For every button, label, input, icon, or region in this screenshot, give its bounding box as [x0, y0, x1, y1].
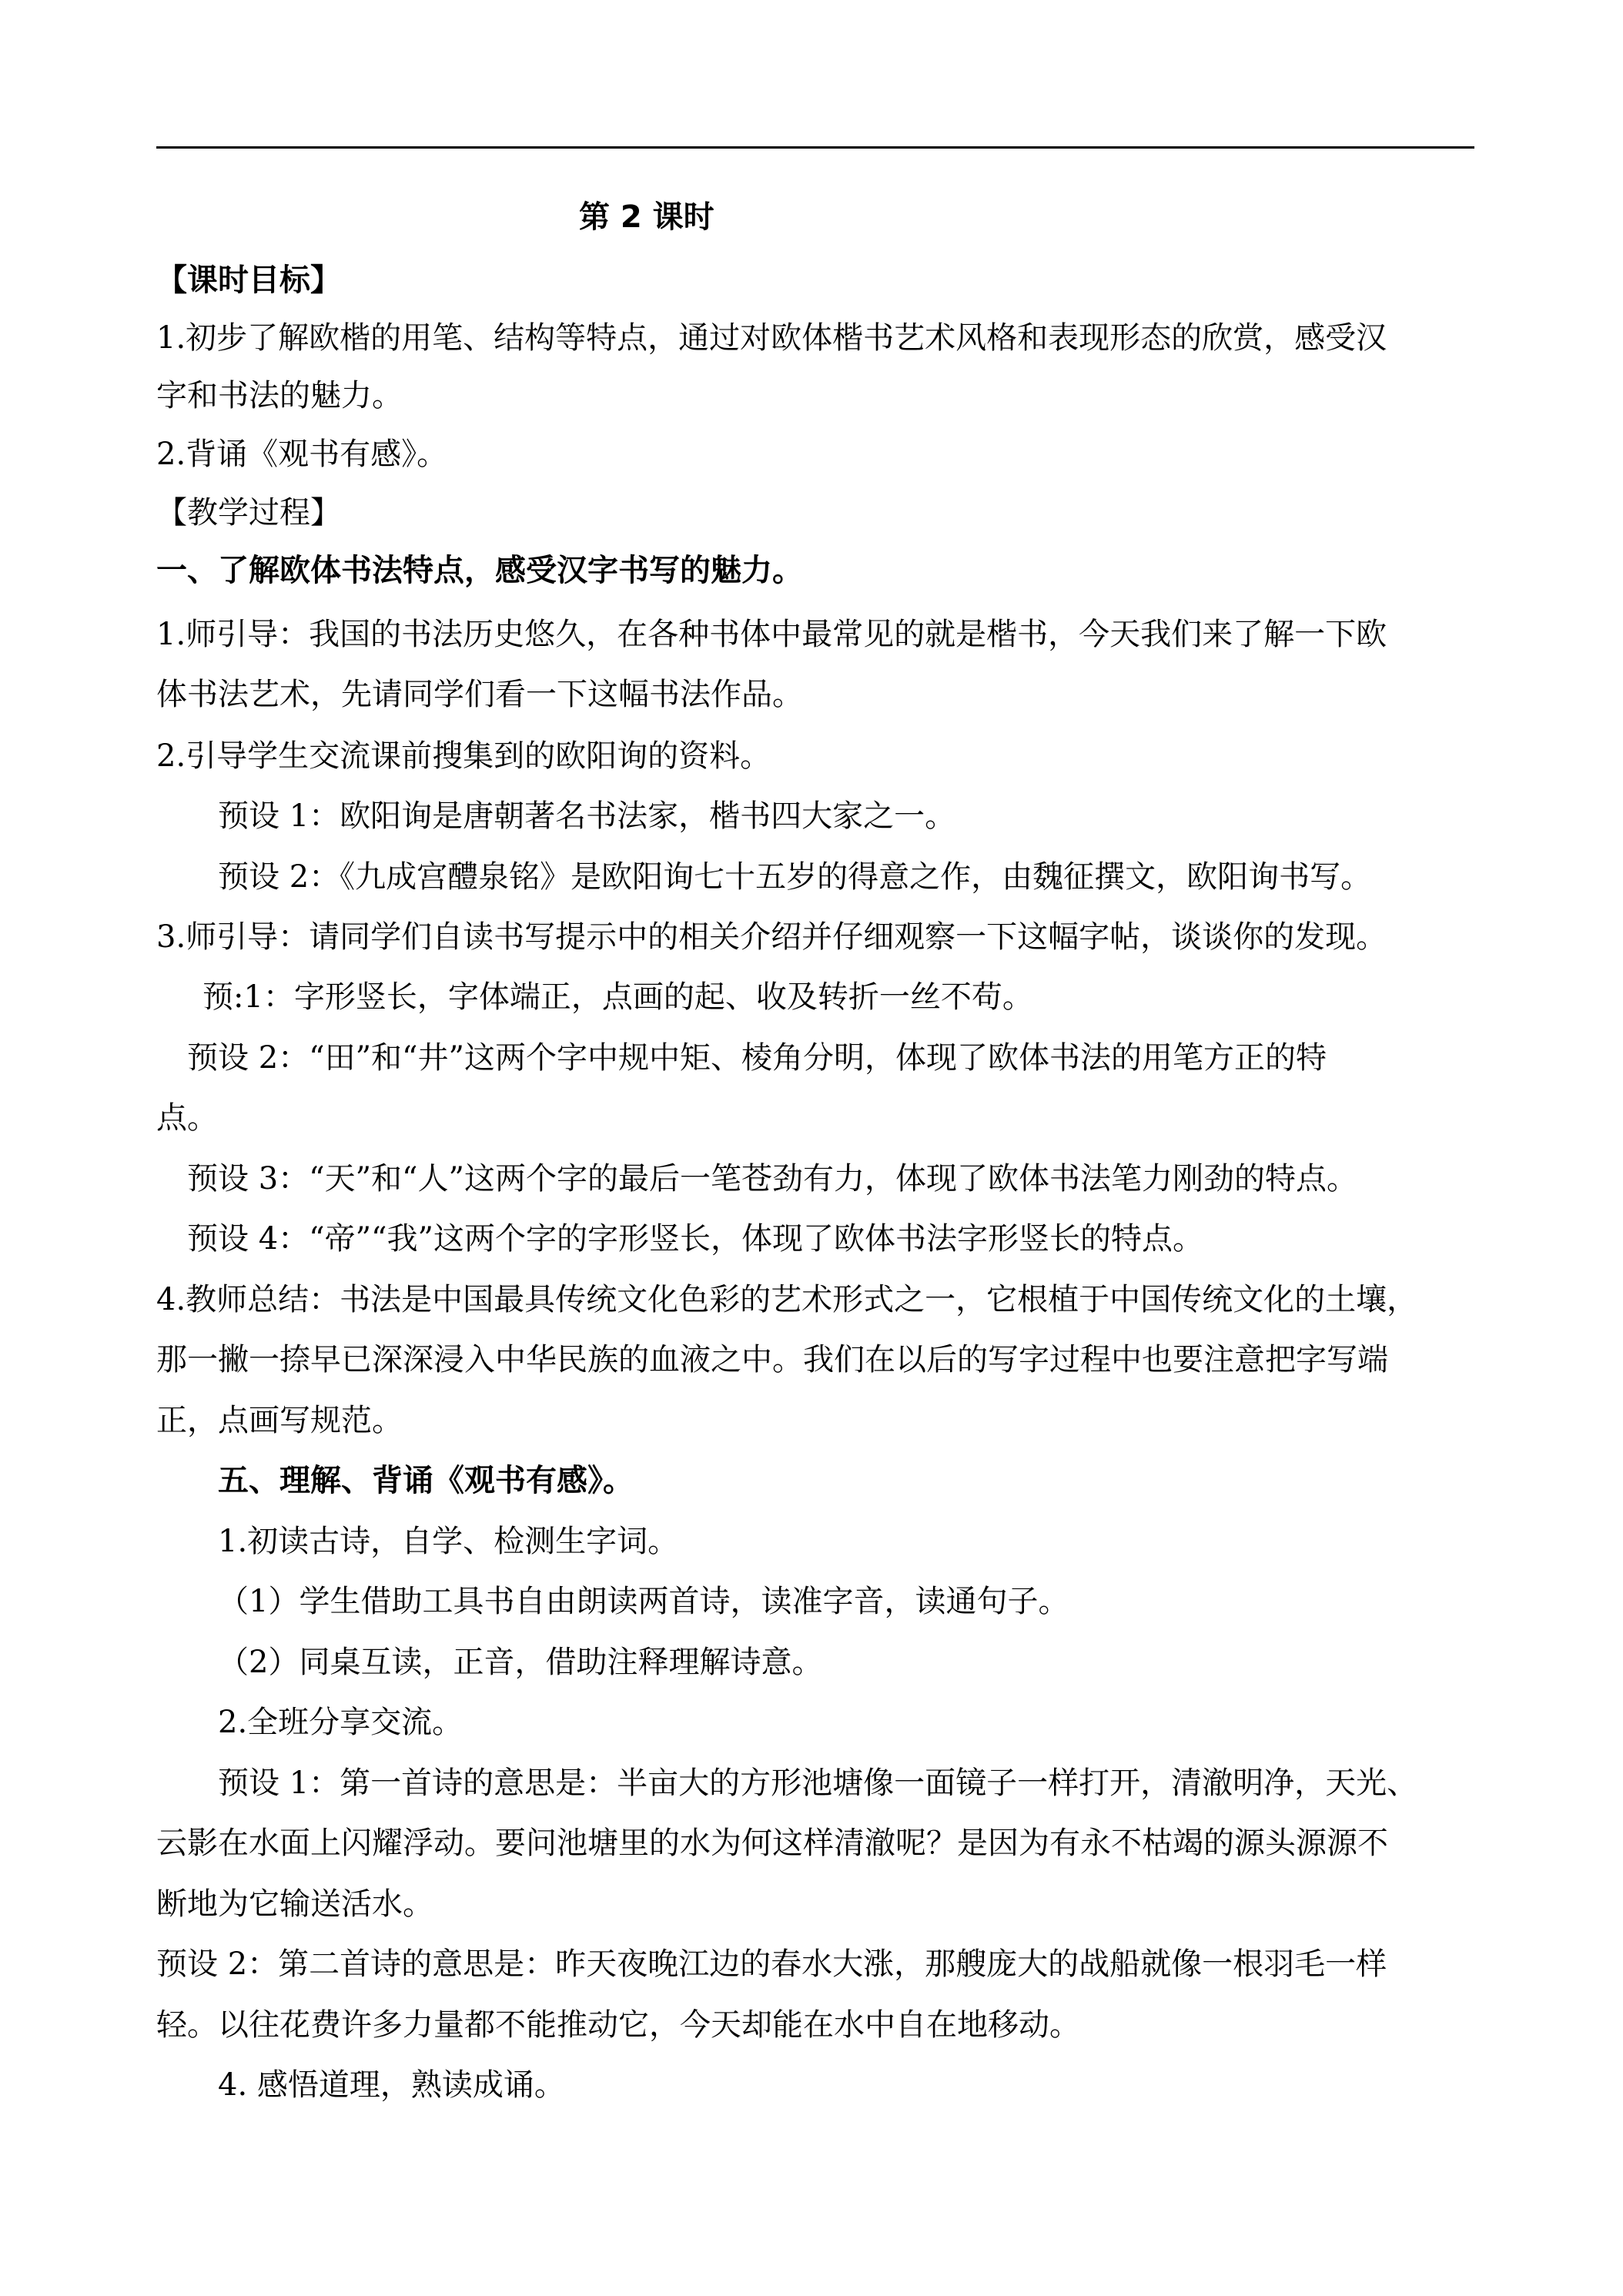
preset-a1: 预设 1：欧阳询是唐朝著名书法家，楷书四大家之一。: [218, 798, 956, 834]
step-4-line-2: 那一撇一捺早已深深浸入中华民族的血液之中。我们在以后的写字过程中也要注意把字写端: [156, 1342, 1388, 1377]
process-heading: 【教学过程】: [156, 495, 341, 530]
s5-sub-1: （1）学生借助工具书自由朗读两首诗，读准字音，读通句子。: [218, 1584, 1069, 1619]
section-1-heading: 一、了解欧体书法特点，感受汉字书写的魅力。: [156, 553, 803, 588]
s5-step-2: 2.全班分享交流。: [218, 1705, 463, 1740]
s5-preset-1-line-1: 预设 1：第一首诗的意思是：半亩大的方形池塘像一面镜子一样打开，清澈明净，天光、: [218, 1766, 1418, 1801]
s5-preset-2-line-1: 预设 2：第二首诗的意思是：昨天夜晚江边的春水大涨，那艘庞大的战船就像一根羽毛一样: [156, 1946, 1387, 1982]
s5-step-4: 4. 感悟道理，熟读成诵。: [218, 2067, 565, 2103]
s5-preset-1-line-3: 断地为它输送活水。: [156, 1886, 433, 1922]
step-1-line-2: 体书法艺术，先请同学们看一下这幅书法作品。: [156, 677, 803, 712]
section-5-heading: 五、理解、背诵《观书有感》。: [218, 1463, 634, 1498]
s5-preset-2-line-2: 轻。以往花费许多力量都不能推动它，今天却能在水中自在地移动。: [156, 2007, 1080, 2043]
preset-b1: 预:1：字形竖长，字体端正，点画的起、收及转折一丝不苟。: [202, 979, 1033, 1015]
header-rule: [156, 146, 1474, 149]
s5-sub-2: （2）同桌互读，正音，借助注释理解诗意。: [218, 1645, 823, 1680]
step-2: 2.引导学生交流课前搜集到的欧阳询的资料。: [156, 738, 771, 774]
preset-a2: 预设 2：《九成宫醴泉铭》是欧阳询七十五岁的得意之作，由魏征撰文，欧阳询书写。: [218, 859, 1372, 895]
objective-2: 2.背诵《观书有感》。: [156, 437, 448, 472]
preset-b2-line-1: 预设 2：“田”和“井”这两个字中规中矩、棱角分明，体现了欧体书法的用笔方正的特: [187, 1040, 1327, 1076]
step-1-line-1: 1.师引导：我国的书法历史悠久，在各种书体中最常见的就是楷书，今天我们来了解一下欧: [156, 617, 1387, 652]
preset-b2-line-2: 点。: [156, 1100, 218, 1136]
s5-step-1: 1.初读古诗，自学、检测生字词。: [218, 1524, 679, 1559]
lesson-title: 第 2 课时: [579, 199, 714, 235]
objective-1-line-1: 1.初步了解欧楷的用笔、结构等特点，通过对欧体楷书艺术风格和表现形态的欣赏，感受汉: [156, 320, 1387, 356]
s5-preset-1-line-2: 云影在水面上闪耀浮动。要问池塘里的水为何这样清澈呢？是因为有永不枯竭的源头源源不: [156, 1826, 1388, 1861]
step-4-line-1: 4.教师总结：书法是中国最具传统文化色彩的艺术形式之一，它根植于中国传统文化的土壤，: [156, 1282, 1418, 1317]
objective-1-line-2: 字和书法的魅力。: [156, 378, 403, 413]
step-3: 3.师引导：请同学们自读书写提示中的相关介绍并仔细观察一下这幅字帖，谈谈你的发现。: [156, 919, 1387, 955]
preset-b4: 预设 4：“帝”“我”这两个字的字形竖长，体现了欧体书法字形竖长的特点。: [187, 1221, 1203, 1257]
preset-b3: 预设 3：“天”和“人”这两个字的最后一笔苍劲有力，体现了欧体书法笔力刚劲的特点。: [187, 1161, 1357, 1197]
step-4-line-3: 正，点画写规范。: [156, 1403, 403, 1438]
objectives-heading: 【课时目标】: [156, 263, 341, 298]
